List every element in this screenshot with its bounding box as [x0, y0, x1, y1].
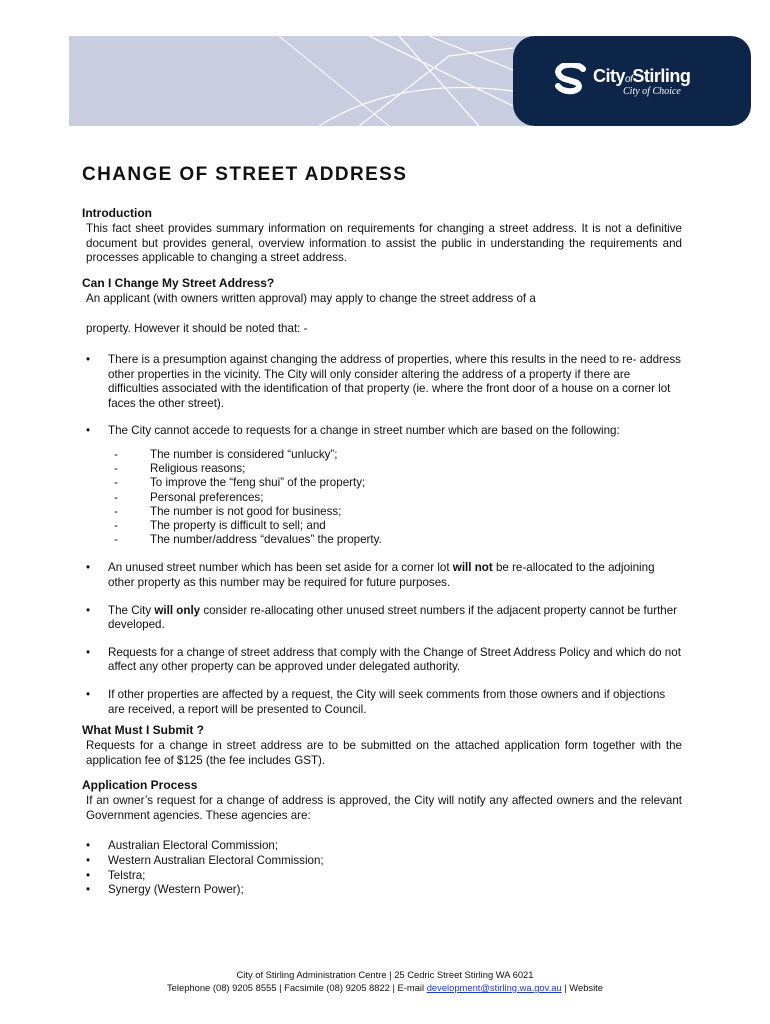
- decorative-lines: [69, 36, 513, 126]
- page-title: CHANGE OF STREET ADDRESS: [82, 164, 408, 185]
- process-paragraph: If an owner’s request for a change of address is approved, the City will notify any affected owners and the relevant Government agencies. These agencies are:: [86, 794, 682, 822]
- agency-item: • Western Australian Electoral Commission;: [82, 854, 682, 869]
- bullet-item: • The City cannot accede to requests for a change in street number which are based on the following:: [82, 424, 682, 439]
- intro-paragraph: This fact sheet provides summary information on requirements for changing a street address. It is not a definitive document but provides general, overview information to assist the public in understanding the requirements and processes applicable to changing a street address.: [86, 222, 682, 265]
- reason-item: - The number is not good for business;: [82, 505, 682, 519]
- bullet-item: • Requests for a change of street address that comply with the Change of Street Address Policy and which do not affect any other property can be approved under delegated authority.: [82, 646, 682, 675]
- reason-item: - Religious reasons;: [82, 462, 682, 476]
- reasons-list: [82, 448, 682, 547]
- reason-item: - To improve the “feng shui” of the property;: [82, 476, 682, 490]
- bullet-item: • There is a presumption against changing the address of properties, where this results in the need to re- address other properties in the vicinity. The City will only consider altering the address of a property if there are difficulties associated with the identification of that property (ie. where the front door of a house on a corner lot faces the other street).: [82, 353, 682, 411]
- logo-stirling: Stirling: [632, 66, 691, 86]
- process-heading: Application Process: [82, 778, 198, 793]
- submit-heading: What Must I Submit ?: [82, 723, 204, 738]
- bullet-item: • If other properties are affected by a request, the City will seek comments from those owners and if objections are received, a report will be presented to Council.: [82, 688, 682, 717]
- reason-item: - The number is considered “unlucky”;: [82, 448, 682, 462]
- agencies-list: [82, 839, 682, 897]
- footer-address: City of Stirling Administration Centre | 25 Cedric Street Stirling WA 6021: [236, 969, 534, 980]
- agency-item: • Telstra;: [82, 869, 682, 884]
- bullet-item: [82, 561, 682, 590]
- header-banner: [69, 36, 751, 126]
- bullet-bold-text: will not: [452, 561, 493, 575]
- bullet-text: An unused street number which has been set aside for a corner lot: [108, 561, 453, 575]
- footer-website-text: | Website: [561, 982, 603, 993]
- submit-paragraph: Requests for a change in street address are to be submitted on the attached application form together with the application fee of $125 (the fee includes GST).: [86, 739, 682, 767]
- footer-contact: [0, 981, 770, 994]
- bullet-bold-text: will only: [154, 603, 201, 617]
- footer-contact-text: Telephone (08) 9205 8555 | Facsimile (08) 9205 8822 | E-mail: [167, 982, 427, 993]
- logo-tagline: City of Choice: [623, 86, 681, 97]
- reason-item: - The number/address “devalues” the property.: [82, 533, 682, 547]
- bullet-text: be re-allocated to the adjoining other property as this number may be required for future purposes.: [108, 561, 655, 589]
- footer-email-link[interactable]: development@stirling.wa.gov.au: [426, 982, 562, 993]
- bullet-item: [82, 604, 682, 633]
- policy-bullet-list: [82, 561, 682, 717]
- agency-item: • Synergy (Western Power);: [82, 883, 682, 898]
- bullet-text: consider re-allocating other unused street numbers if the adjacent property cannot be further developed.: [108, 603, 678, 632]
- document-body: [82, 160, 682, 898]
- change-heading: Can I Change My Street Address?: [82, 275, 275, 290]
- intro-heading: Introduction: [82, 206, 152, 220]
- change-bullet-list: [82, 353, 682, 439]
- reason-item: - The property is difficult to sell; and: [82, 519, 682, 533]
- logo-panel: [513, 36, 751, 126]
- logo-wordmark: [593, 66, 690, 87]
- change-paragraph-2: property. However it should be noted that: -: [86, 322, 308, 336]
- logo-of: of: [625, 74, 633, 85]
- bullet-text: The City: [108, 603, 155, 617]
- reason-item: - Personal preferences;: [82, 491, 682, 505]
- city-of-stirling-logo-icon: [553, 63, 589, 97]
- page-footer: [0, 968, 770, 994]
- logo-city: City: [593, 66, 626, 86]
- change-paragraph-1: An applicant (with owners written approval) may apply to change the street address of a: [86, 291, 536, 305]
- agency-item: • Australian Electoral Commission;: [82, 839, 682, 854]
